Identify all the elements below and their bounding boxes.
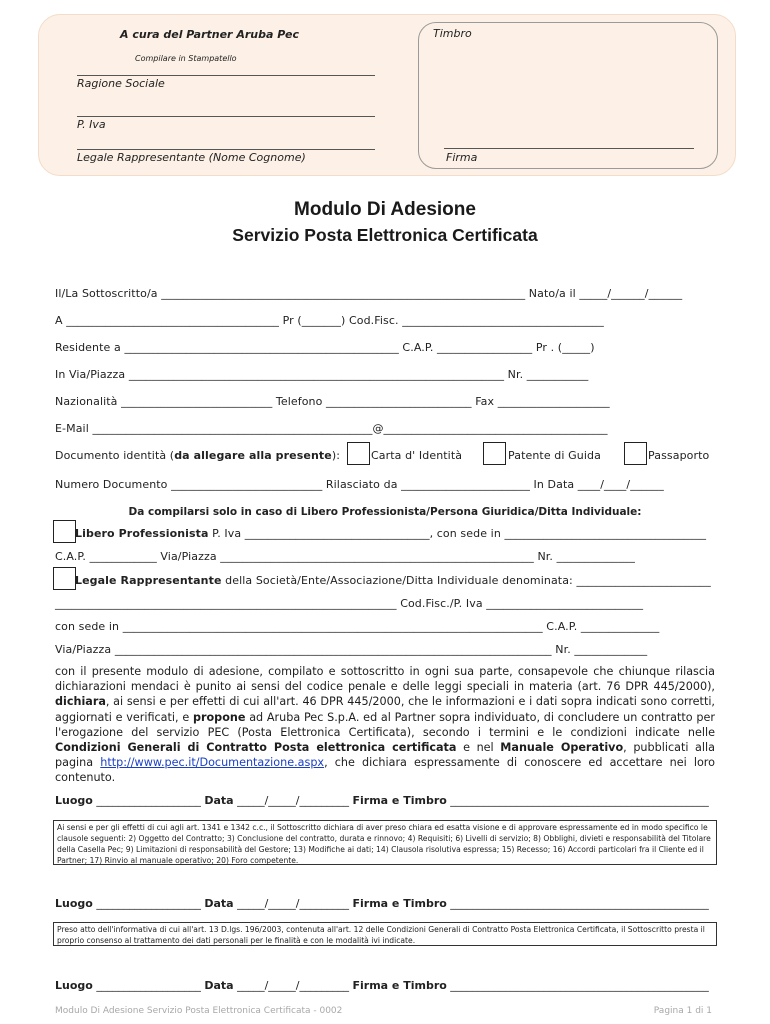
libero-professionista-field[interactable]: Libero Professionista P. Iva _________________________________, con sede in ____________________________________ (75, 527, 707, 540)
signature-row-2[interactable]: Luogo ___________________ Data _____/_____/_________ Firma e Timbro _______________________________________________ (55, 897, 709, 910)
declaration-paragraph: con il presente modulo di adesione, compilato e sottoscritto in ogni sua parte, consapevole che chiunque rilascia dichiarazioni mendaci è punito ai sensi del codice penale e delle leggi speciali in materia (art. 76 DPR 445/2000), dichiara, ai sensi e per effetti di cui all'art. 46 DPR 445/2000, che le informazioni e i dati sopra indicati sono corretti, aggiornati e verificati, e propone ad Aruba Pec S.p.A. ed al Partner sopra individuato, di concludere un contratto per l'erogazione del servizio PEC (Posta Elettronica Certificata), secondo i termini e le condizioni indicate nelle Condizioni Generali di Contratto Posta elettronica certificata e nel Manuale Operativo, pubblicati alla pagina http://www.pec.it/Documentazione.aspx, che dichiara espressamente di conoscere ed accettare nei loro contenuto. (55, 665, 715, 785)
page-subtitle: Servizio Posta Elettronica Certificata (232, 225, 538, 245)
legale-rappresentante-field[interactable]: Legale Rappresentante della Società/Ente/Associazione/Ditta Individuale denominata: ________________________ (75, 574, 711, 587)
ragione-sociale-label: Ragione Sociale (77, 77, 165, 90)
firma-line[interactable] (444, 148, 694, 149)
sede-field[interactable]: con sede in ___________________________________________________________________________ C.A.P. ______________ (55, 620, 660, 633)
legale-rappresentante-checkbox[interactable] (53, 567, 76, 590)
footer-page-number: Pagina 1 di 1 (653, 1006, 712, 1016)
legale-label: Legale Rappresentante (Nome Cognome) (77, 151, 306, 164)
privacy-box: Preso atto dell'informativa di cui all'art. 13 D.lgs. 196/2003, contenuta all'art. 12 delle Condizioni Generali di Contratto Posta Elettronica Certificata, il Sottoscritto presta il proprio consenso al trattamento dei dati personali per le finalità e con le modalità ivi indicate. (53, 922, 717, 946)
legale-line[interactable] (77, 149, 375, 150)
clausole-box: Ai sensi e per gli effetti di cui agli art. 1341 e 1342 c.c., il Sottoscritto dichiara di aver preso chiara ed esatta visione e di approvare espressamente ed in modo specifico le clausole seguenti: 2) Oggetto del Contratto; 3) Conclusione del contratto, durata e rinnovo; 4) Requisiti; 6) Livelli di servizio; 8) Obblighi, divieti e responsabilità del Titolare della Casella Pec; 9) Limitazioni di responsabilità del Gestore; 13) Modifiche ai dati; 14) Clausola risolutiva espressa; 15) Recesso; 16) Accordi particolari fra il Cliente ed il Partner; 17) Rinvio al manuale operativo; 20) Foro competente. (53, 820, 717, 865)
numero-documento-field[interactable]: Numero Documento ___________________________ Rilasciato da _______________________ In Data ____/____/______ (55, 478, 664, 491)
carta-identita-label: Carta d' Identità (371, 449, 463, 462)
signature-row-1[interactable]: Luogo ___________________ Data _____/_____/_________ Firma e Timbro _______________________________________________ (55, 794, 709, 807)
ragione-sociale-line[interactable] (77, 75, 375, 76)
patente-checkbox[interactable] (483, 442, 506, 465)
timbro-box[interactable] (418, 22, 718, 169)
footer-document-name: Modulo Di Adesione Servizio Posta Elettronica Certificata - 0002 (55, 1006, 343, 1016)
passaporto-checkbox[interactable] (624, 442, 647, 465)
passaporto-label: Passaporto (648, 449, 710, 462)
piva-line[interactable] (77, 116, 375, 117)
nazionalita-field[interactable]: Nazionalità ___________________________ Telefono __________________________ Fax ____________________ (55, 395, 610, 408)
firma-label: Firma (446, 151, 478, 164)
luogo-nascita-field[interactable]: A ______________________________________ Pr (_______) Cod.Fisc. ____________________________________ (55, 314, 604, 327)
libero-professionista-checkbox[interactable] (53, 520, 76, 543)
sottoscritto-field[interactable]: Il/La Sottoscritto/a _________________________________________________________________ Nato/a il _____/______/______ (55, 287, 683, 300)
documentazione-link[interactable]: http://www.pec.it/Documentazione.aspx (100, 756, 325, 770)
email-field[interactable]: E-Mail __________________________________________________@________________________________________ (55, 422, 608, 435)
signature-row-3[interactable]: Luogo ___________________ Data _____/_____/_________ Firma e Timbro _______________________________________________ (55, 979, 709, 992)
page-title: Modulo Di Adesione (294, 199, 476, 220)
lp-cap-field[interactable]: C.A.P. ____________ Via/Piazza ________________________________________________________ Nr. ______________ (55, 550, 636, 563)
lr-via-field[interactable]: Via/Piazza ______________________________________________________________________________ Nr. _____________ (55, 643, 648, 656)
libero-heading: Da compilarsi solo in caso di Libero Professionista/Persona Giuridica/Ditta Individuale: (128, 506, 642, 518)
residenza-field[interactable]: Residente a _________________________________________________ C.A.P. _________________ Pr . (_____) (55, 341, 595, 354)
documento-label: Documento identità (da allegare alla presente): (55, 449, 341, 462)
via-field[interactable]: In Via/Piazza ___________________________________________________________________ Nr. ___________ (55, 368, 589, 381)
carta-identita-checkbox[interactable] (347, 442, 370, 465)
partner-heading: A cura del Partner Aruba Pec (120, 28, 299, 41)
timbro-label: Timbro (433, 27, 472, 40)
patente-label: Patente di Guida (508, 449, 601, 462)
cod-fisc-field[interactable]: _____________________________________________________________ Cod.Fisc./P. Iva ____________________________ (55, 597, 644, 610)
piva-label: P. Iva (77, 118, 106, 131)
partner-hint: Compilare in Stampatello (135, 54, 237, 63)
